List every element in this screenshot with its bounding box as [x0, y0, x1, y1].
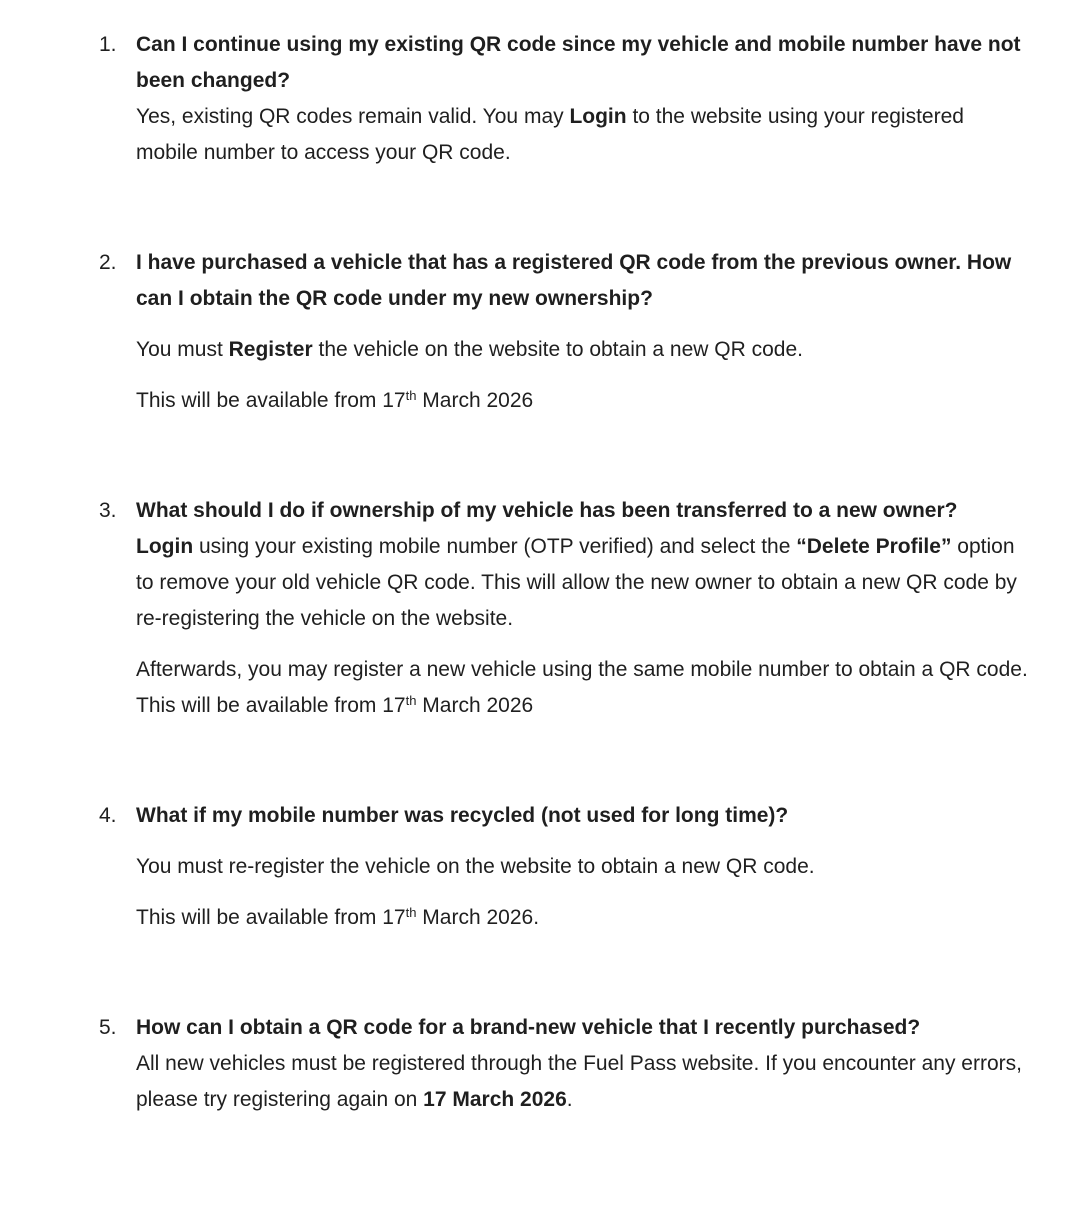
faq-answer: This will be available from 17th March 2026: [136, 388, 534, 412]
faq-item-1: [99, 27, 1030, 171]
faq-item-number: 2.: [99, 251, 117, 274]
faq-answer: Login using your existing mobile number (OTP verified) and select the “Delete Profile” option to remove your old vehicle QR code. This will allow the new owner to obtain a new QR code by re-registering the vehicle on the website.: [136, 535, 1017, 630]
faq-answer: All new vehicles must be registered through the Fuel Pass website. If you encounter any errors, please try registering again on 17 March 2026.: [136, 1052, 1022, 1111]
faq-answer: This will be available from 17th March 2026.: [136, 905, 540, 929]
faq-question: What should I do if ownership of my vehicle has been transferred to a new owner?: [136, 499, 958, 522]
faq-answer: Afterwards, you may register a new vehicle using the same mobile number to obtain a QR code. This will be available from 17th March 2026: [136, 658, 1028, 717]
faq-item-4: [99, 798, 1030, 936]
faq-question: I have purchased a vehicle that has a registered QR code from the previous owner. How can I obtain the QR code under my new ownership?: [136, 251, 1012, 310]
faq-answer: You must re-register the vehicle on the website to obtain a new QR code.: [136, 855, 815, 878]
faq-item-3: [99, 493, 1030, 724]
faq-item-content: [136, 27, 1030, 171]
faq-item-2: [99, 245, 1030, 419]
faq-item-number: 3.: [99, 499, 117, 522]
faq-item-number: 5.: [99, 1016, 117, 1039]
faq-item-content: [136, 798, 1030, 936]
faq-question: How can I obtain a QR code for a brand-new vehicle that I recently purchased?: [136, 1016, 921, 1039]
faq-item-number: 1.: [99, 33, 117, 56]
faq-answer: You must Register the vehicle on the website to obtain a new QR code.: [136, 338, 803, 361]
faq-item-content: [136, 1010, 1030, 1118]
faq-question: Can I continue using my existing QR code since my vehicle and mobile number have not been changed?: [136, 33, 1021, 92]
faq-item-content: [136, 493, 1030, 724]
faq-answer: Yes, existing QR codes remain valid. You may Login to the website using your registered mobile number to access your QR code.: [136, 105, 964, 164]
faq-item-content: [136, 245, 1030, 419]
faq-item-number: 4.: [99, 804, 117, 827]
faq-item-5: [99, 1010, 1030, 1118]
faq-question: What if my mobile number was recycled (not used for long time)?: [136, 804, 789, 827]
